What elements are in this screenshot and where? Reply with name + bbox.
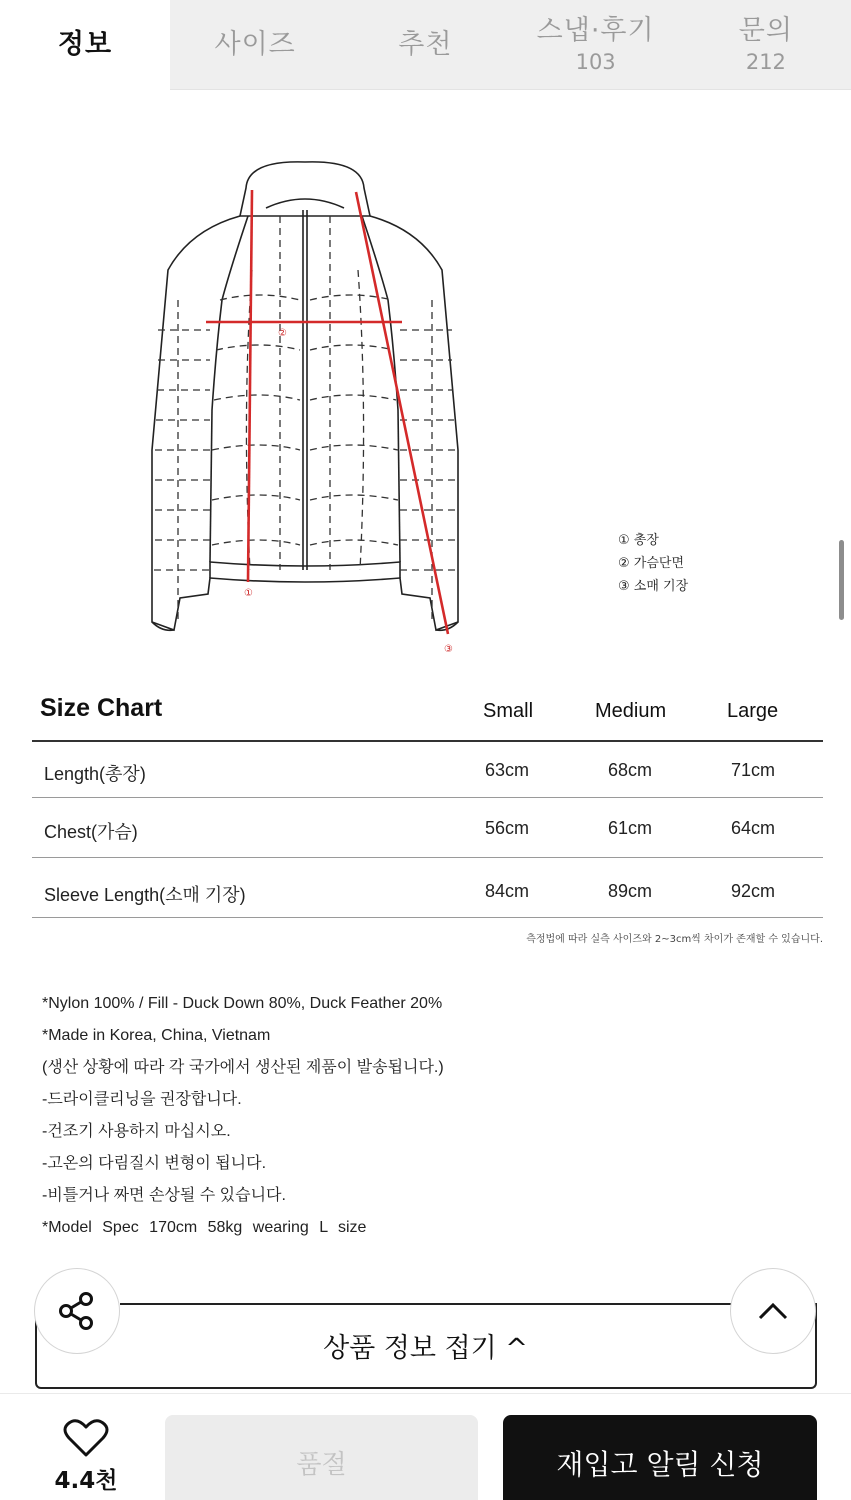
chevron-up-icon	[756, 1300, 790, 1322]
detail-line: (생산 상황에 따라 각 국가에서 생산된 제품이 발송됩니다.)	[42, 1059, 444, 1076]
restock-alert-button[interactable]: 재입고 알림 신청	[503, 1415, 817, 1500]
row-length-label: Length(총장)	[44, 764, 146, 784]
detail-line: -비틀거나 짜면 손상될 수 있습니다.	[42, 1187, 286, 1204]
detail-line: *Nylon 100% / Fill - Duck Down 80%, Duck Feather 20%	[42, 995, 443, 1012]
model-spec: *Model Spec 170cm 58kg wearing L size	[42, 1219, 367, 1236]
like-count: 4.4천	[54, 1468, 118, 1494]
cell-sleeve-medium: 89cm	[608, 881, 653, 901]
table-row-rule	[32, 797, 823, 798]
tab-recommend-label: 추천	[398, 29, 453, 60]
table-bottom-rule	[32, 917, 823, 918]
share-icon	[56, 1290, 98, 1332]
cell-chest-small: 56cm	[485, 818, 530, 838]
product-details	[42, 988, 444, 1244]
tab-inquiry-count: 212	[745, 50, 786, 74]
scrollbar[interactable]	[839, 540, 844, 620]
size-chart-title: Size Chart	[40, 694, 163, 722]
like-button[interactable]	[40, 1418, 132, 1495]
measurement-legend	[618, 529, 688, 598]
tab-inquiry-label: 문의	[738, 15, 793, 46]
tab-reviews-count: 103	[575, 50, 616, 74]
cell-length-large: 71cm	[731, 760, 776, 780]
product-tabs	[0, 0, 851, 90]
size-chart-note: 측정법에 따라 실측 사이즈와 2~3cm씩 차이가 존재할 수 있습니다.	[526, 934, 823, 945]
legend-item: ① 총장	[618, 533, 659, 548]
cell-length-medium: 68cm	[608, 760, 653, 780]
legend-item: ③ 소매 기장	[618, 579, 689, 594]
tab-info[interactable]	[0, 0, 170, 90]
collapse-info-label[interactable]: 상품 정보 접기 ^	[323, 1333, 528, 1364]
bottom-bar-divider	[0, 1393, 851, 1394]
jacket-illustration	[130, 150, 490, 660]
tab-recommend[interactable]	[340, 0, 510, 90]
legend-item: ② 가슴단면	[618, 556, 685, 571]
cell-sleeve-small: 84cm	[485, 881, 530, 901]
tab-info-label: 정보	[57, 29, 113, 60]
tab-reviews[interactable]	[511, 0, 681, 90]
detail-line: -고온의 다림질시 변형이 됩니다.	[42, 1155, 267, 1172]
col-large: Large	[727, 700, 779, 722]
tabs-divider	[170, 89, 851, 90]
table-row-rule	[32, 857, 823, 858]
col-medium: Medium	[595, 700, 667, 722]
cell-length-small: 63cm	[485, 760, 530, 780]
row-sleeve-label: Sleeve Length(소매 기장)	[44, 885, 246, 905]
marker-length: ①	[244, 588, 253, 599]
row-chest-label: Chest(가슴)	[44, 822, 138, 842]
cell-chest-large: 64cm	[731, 818, 776, 838]
cell-chest-medium: 61cm	[608, 818, 653, 838]
col-small: Small	[483, 700, 534, 722]
tab-size-label: 사이즈	[214, 29, 296, 60]
detail-line: -건조기 사용하지 마십시오.	[42, 1123, 231, 1140]
soldout-button[interactable]: 품절	[165, 1415, 478, 1500]
marker-sleeve: ③	[444, 644, 453, 655]
collapse-top-rule	[120, 1303, 732, 1305]
detail-line: -드라이클리닝을 권장합니다.	[42, 1091, 242, 1108]
share-button[interactable]	[34, 1268, 120, 1354]
table-header-rule	[32, 740, 823, 742]
tab-reviews-label: 스냅·후기	[536, 15, 655, 46]
cell-sleeve-large: 92cm	[731, 881, 776, 901]
scroll-top-button[interactable]	[730, 1268, 816, 1354]
detail-line: *Made in Korea, China, Vietnam	[42, 1027, 271, 1044]
tab-size[interactable]	[170, 0, 340, 90]
tab-inquiry[interactable]	[681, 0, 851, 90]
heart-icon	[63, 1418, 109, 1458]
marker-chest: ②	[278, 328, 287, 339]
